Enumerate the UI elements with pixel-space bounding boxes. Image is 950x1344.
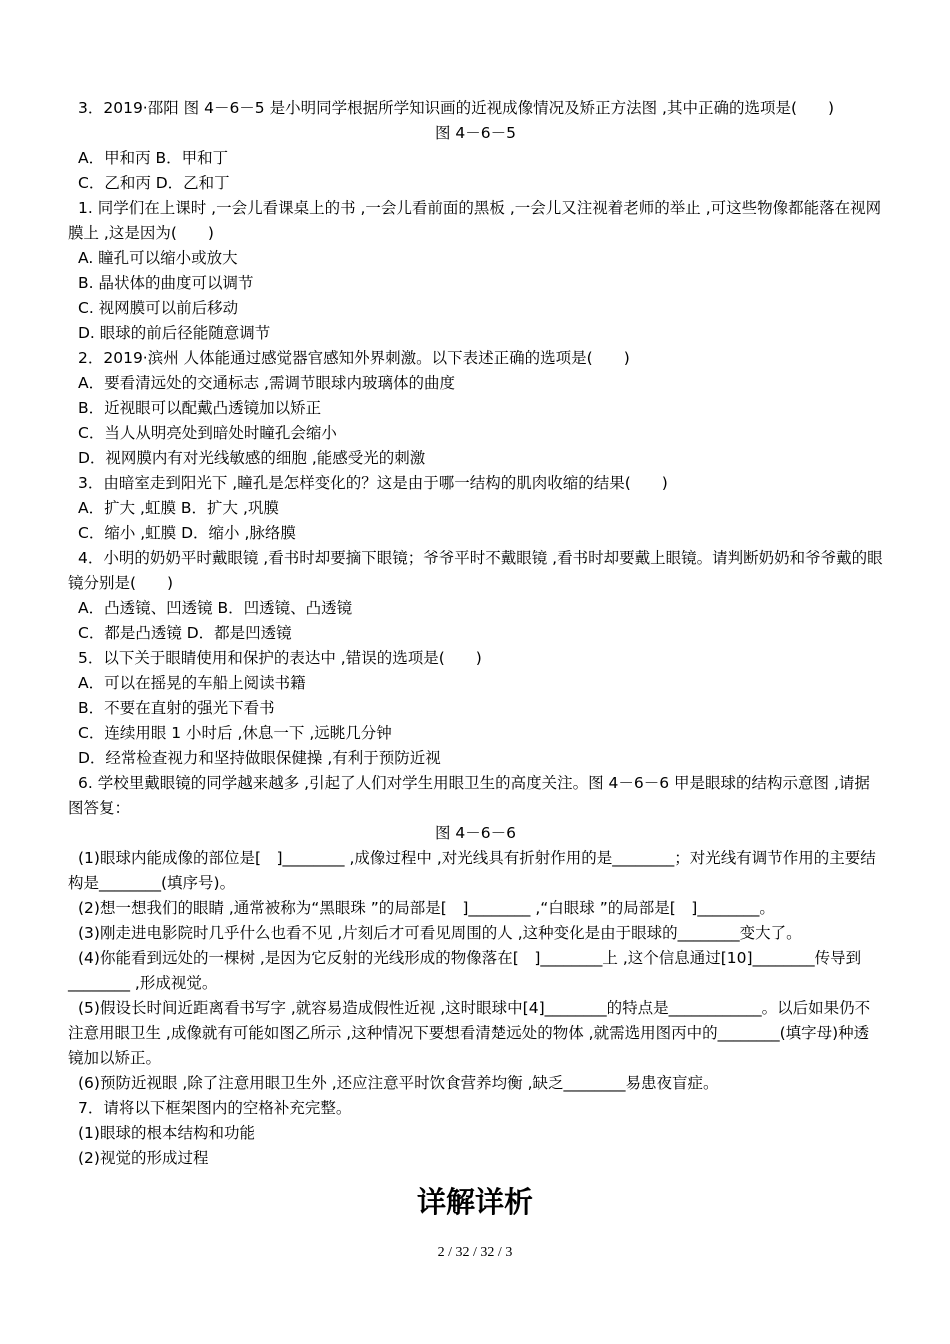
option-line: A. 瞳孔可以缩小或放大 [78,249,238,267]
sub-question: (5)假设长时间近距离看书写字 ,就容易造成假性近视 ,这时眼球中[4]________的特点是____________。以后如果仍不注意用眼卫生 ,成像就有可能如图乙所示 ,这种情况下要想看清楚远处的物体 ,就需选用图丙中的________(填字母)种透镜加以矫正。 [68,999,871,1067]
question-2-stem: 2．2019·滨州 人体能通过感觉器官感知外界刺激。以下表述正确的选项是( ) [78,349,630,367]
question-3b-stem: 3．由暗室走到阳光下 ,瞳孔是怎样变化的？这是由于哪一结构的肌肉收缩的结果( ) [78,474,668,492]
sub-question: (1)眼球的根本结构和功能 [78,1124,255,1142]
sub-question: (2)视觉的形成过程 [78,1149,209,1167]
option-line: D. 眼球的前后径能随意调节 [78,324,271,342]
option-line: A．要看清远处的交通标志 ,需调节眼球内玻璃体的曲度 [78,374,455,392]
option-line: C．乙和丙 D．乙和丁 [78,174,230,192]
sub-question: (6)预防近视眼 ,除了注意用眼卫生外 ,还应注意平时饮食营养均衡 ,缺乏________易患夜盲症。 [78,1074,719,1092]
sub-question: (1)眼球内能成像的部位是[ ]________ ,成像过程中 ,对光线具有折射作用的是________；对光线有调节作用的主要结构是________(填序号)。 [68,849,876,892]
option-line: B. 晶状体的曲度可以调节 [78,274,254,292]
option-line: B．近视眼可以配戴凸透镜加以矫正 [78,399,322,417]
sub-question: (3)刚走进电影院时几乎什么也看不见 ,片刻后才可看见周围的人 ,这种变化是由于眼球的________变大了。 [78,924,802,942]
question-1-stem: 1. 同学们在上课时 ,一会儿看课桌上的书 ,一会儿看前面的黑板 ,一会儿又注视着老师的举止 ,可这些物像都能落在视网膜上 ,这是因为( ) [68,199,882,242]
option-line: D．经常检查视力和坚持做眼保健操 ,有利于预防近视 [78,749,441,767]
option-line: A．甲和丙 B．甲和丁 [78,149,229,167]
question-3-stem: 3．2019·邵阳 图 4－6－5 是小明同学根据所学知识画的近视成像情况及矫正方法图 ,其中正确的选项是( ) [78,99,835,117]
question-7-stem: 7．请将以下框架图内的空格补充完整。 [78,1099,352,1117]
question-6-stem: 6. 学校里戴眼镜的同学越来越多 ,引起了人们对学生用眼卫生的高度关注。图 4－6－6 甲是眼球的结构示意图 ,请据图答复： [68,774,870,817]
figure-caption-4-6-5: 图 4－6－5 [434,124,516,142]
figure-caption-4-6-6: 图 4－6－6 [434,824,516,842]
sub-question: (2)想一想我们的眼睛 ,通常被称为“黑眼珠 ”的局部是[ ]________ ,“白眼球 ”的局部是[ ]________。 [78,899,775,917]
option-line: A．凸透镜、凹透镜 B．凹透镜、凸透镜 [78,599,353,617]
option-line: B．不要在直射的强光下看书 [78,699,275,717]
section-heading: 详解详析 [416,1185,533,1219]
page-number: 2 / 32 / 32 / 3 [437,1245,513,1260]
option-line: D．视网膜内有对光线敏感的细胞 ,能感受光的刺激 [78,449,426,467]
option-line: C. 视网膜可以前后移动 [78,299,239,317]
option-line: A．扩大 ,虹膜 B．扩大 ,巩膜 [78,499,279,517]
question-5-stem: 5．以下关于眼睛使用和保护的表达中 ,错误的选项是( ) [78,649,482,667]
option-line: C．都是凸透镜 D．都是凹透镜 [78,624,292,642]
question-4-stem: 4．小明的奶奶平时戴眼镜 ,看书时却要摘下眼镜；爷爷平时不戴眼镜 ,看书时却要戴上眼镜。请判断奶奶和爷爷戴的眼镜分别是( ) [68,549,883,592]
option-line: A．可以在摇晃的车船上阅读书籍 [78,674,306,692]
option-line: C．连续用眼 1 小时后 ,休息一下 ,远眺几分钟 [78,724,392,742]
option-line: C．当人从明亮处到暗处时瞳孔会缩小 [78,424,337,442]
document-body [68,96,883,1171]
sub-question: (4)你能看到远处的一棵树 ,是因为它反射的光线形成的物像落在[ ]________上 ,这个信息通过[10]________传导到________ ,形成视觉。 [68,949,862,992]
option-line: C．缩小 ,虹膜 D．缩小 ,脉络膜 [78,524,296,542]
